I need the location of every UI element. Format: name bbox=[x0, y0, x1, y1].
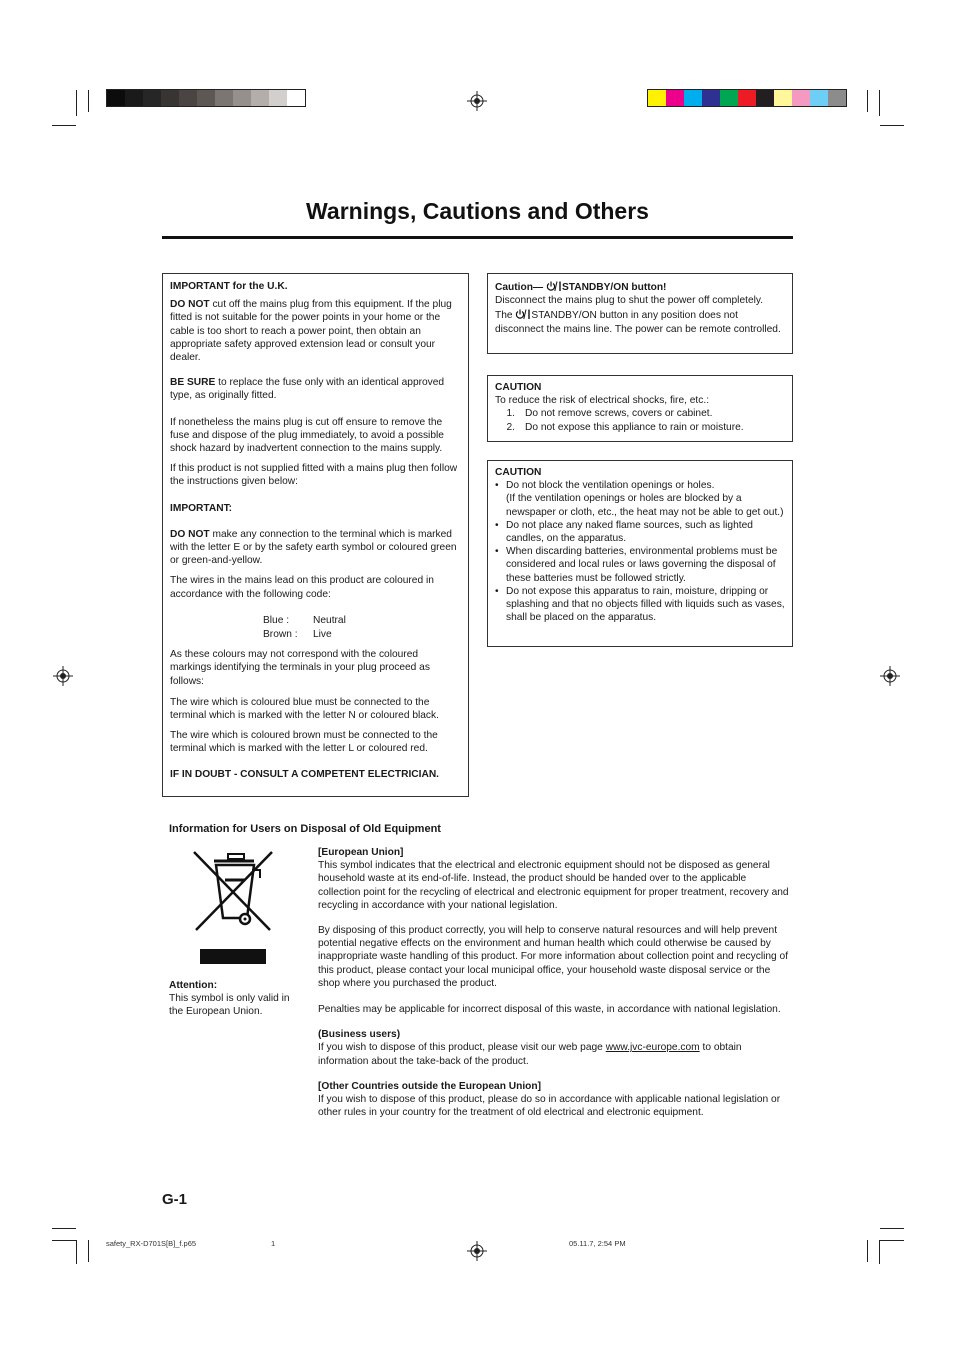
color-swatch bbox=[774, 90, 792, 106]
color-swatch bbox=[215, 90, 233, 106]
disposal-text bbox=[318, 846, 790, 1119]
caution-intro: To reduce the risk of electrical shocks, fire, etc.: bbox=[495, 395, 710, 407]
registration-mark-icon bbox=[880, 666, 900, 686]
list-item: • When discarding batteries, environmental problems must be considered and local rules or laws governing the disposal of these batteries must be followed strictly. bbox=[495, 546, 778, 584]
crossed-out-wheelie-bin-icon bbox=[190, 848, 276, 968]
disposal-heading: Information for Users on Disposal of Old Equipment bbox=[169, 823, 441, 835]
color-swatch bbox=[161, 90, 179, 106]
color-swatch bbox=[666, 90, 684, 106]
color-swatch bbox=[648, 90, 666, 106]
uk-paragraph-be-sure: BE SURE to replace the fuse only with an identical approved type, as originally fitted. bbox=[170, 377, 445, 402]
color-swatch bbox=[233, 90, 251, 106]
caution-box-shock bbox=[487, 375, 793, 442]
uk-paragraph-colour-mismatch: As these colours may not correspond with the coloured markings identifying the terminals in your plug proceed as follows: bbox=[170, 649, 430, 687]
caution-box-ventilation bbox=[487, 460, 793, 647]
page-title: Warnings, Cautions and Others bbox=[306, 198, 649, 224]
cmyk-color-bar bbox=[647, 89, 847, 107]
other-countries-paragraph: If you wish to dispose of this product, please do so in accordance with applicable national legislation or other rules in your country for the treatment of old electrical and electronic equipment. bbox=[318, 1094, 781, 1119]
jvc-europe-link[interactable]: www.jvc-europe.com bbox=[605, 1042, 700, 1054]
standby-power-icon bbox=[515, 309, 531, 320]
uk-paragraph-brown-wire: The wire which is coloured brown must be connected to the terminal which is marked with the letter L or coloured red. bbox=[170, 730, 438, 755]
wire-colour-table bbox=[263, 614, 461, 641]
eu-paragraph-symbol: This symbol indicates that the electrical and electronic equipment should not be disposed as general household waste at its end-of-life. Instead, the product should be handed over to the applicable collection point for the recycling of electrical and electronic equipment for proper treatment, recovery and recycling in accordance with your national legislation. bbox=[318, 860, 789, 911]
caution-heading: CAUTION bbox=[495, 467, 542, 478]
eu-paragraph-benefits: By disposing of this product correctly, you will help to conserve natural resources and will help prevent potential negative effects on the environment and human health which could otherwise be caused by inappropriate waste handling of this product. For more information about collection point and recycling of this product, please contact your local municipal office, your household waste disposal service or the shop where you purchased the product. bbox=[318, 925, 789, 989]
eu-heading: [European Union] bbox=[318, 847, 404, 858]
uk-paragraph-do-not-cut: DO NOT cut off the mains plug from this equipment. If the plug fitted is not suitable for the power points in your home or the cable is too short to reach a power point, then obtain an appropriate safety approved extension lead or consult your dealer. bbox=[170, 299, 452, 364]
color-swatch bbox=[269, 90, 287, 106]
registration-mark-icon bbox=[467, 91, 487, 111]
title-divider bbox=[162, 236, 793, 239]
color-swatch bbox=[720, 90, 738, 106]
attention-text: This symbol is only valid in the European Union. bbox=[169, 993, 290, 1018]
color-swatch bbox=[702, 90, 720, 106]
uk-paragraph-blue-wire: The wire which is coloured blue must be connected to the terminal which is marked with the letter N or coloured black. bbox=[170, 696, 439, 722]
page-number: G-1 bbox=[162, 1191, 188, 1208]
uk-paragraph-wire-colours: The wires in the mains lead on this product are coloured in accordance with the following code: bbox=[170, 575, 434, 600]
caution-heading: CAUTION bbox=[495, 382, 542, 393]
color-swatch bbox=[792, 90, 810, 106]
standby-line-disconnect: Disconnect the mains plug to shut the power off completely. bbox=[495, 295, 764, 307]
list-item: • Do not place any naked flame sources, such as lighted candles, on the apparatus. bbox=[495, 519, 753, 545]
footer-date: 05.11.7, 2:54 PM bbox=[569, 1239, 626, 1248]
color-swatch bbox=[738, 90, 756, 106]
color-swatch bbox=[179, 90, 197, 106]
list-item: 2. Do not expose this appliance to rain or moisture. bbox=[506, 421, 744, 433]
uk-paragraph-plug-cut: If nonetheless the mains plug is cut off ensure to remove the fuse and dispose of the plug immediately, to avoid a possible shock hazard by inadvertent connection to the mains supply. bbox=[170, 416, 444, 455]
wire-row-blue: Blue : Neutral bbox=[263, 614, 346, 626]
uk-important-box bbox=[162, 273, 469, 797]
color-swatch bbox=[143, 90, 161, 106]
color-swatch bbox=[684, 90, 702, 106]
wire-row-brown: Brown : Live bbox=[263, 629, 332, 641]
business-heading: (Business users) bbox=[318, 1029, 401, 1041]
color-swatch bbox=[251, 90, 269, 106]
color-swatch bbox=[197, 90, 215, 106]
standby-power-icon bbox=[546, 281, 562, 292]
footer-file-name: safety_RX-D701S[B]_f.p65 bbox=[106, 1239, 197, 1248]
color-swatch bbox=[756, 90, 774, 106]
color-swatch bbox=[107, 90, 125, 106]
grayscale-color-bar bbox=[106, 89, 306, 107]
standby-caution-box bbox=[487, 273, 793, 354]
registration-mark-icon bbox=[467, 1241, 487, 1261]
list-item: 1. Do not remove screws, covers or cabinet. bbox=[506, 408, 713, 420]
standby-heading: Caution— STANDBY/ON button! bbox=[495, 282, 667, 293]
uk-paragraph-not-supplied: If this product is not supplied fitted with a mains plug then follow the instructions given below: bbox=[170, 463, 458, 488]
caution-numbered-list bbox=[495, 407, 785, 433]
color-swatch bbox=[810, 90, 828, 106]
color-swatch bbox=[125, 90, 143, 106]
list-item: (If the ventilation openings or holes are blocked by a newspaper or cloth, etc., the heat may not be able to get out.) bbox=[506, 493, 784, 518]
other-countries-heading: [Other Countries outside the European Union] bbox=[318, 1080, 541, 1092]
uk-if-in-doubt: IF IN DOUBT - CONSULT A COMPETENT ELECTRICIAN. bbox=[170, 768, 440, 780]
list-item: • Do not expose this apparatus to rain, moisture, dripping or splashing and that no objects filled with liquids such as vases, shall be placed on the apparatus. bbox=[495, 585, 785, 624]
uk-important-label: IMPORTANT: bbox=[170, 502, 233, 514]
uk-heading: IMPORTANT for the U.K. bbox=[170, 281, 288, 292]
footer-page: 1 bbox=[271, 1239, 276, 1248]
caution-bullet-list bbox=[495, 479, 785, 624]
attention-label: Attention: bbox=[169, 980, 218, 991]
eu-paragraph-penalties: Penalties may be applicable for incorrect disposal of this waste, in accordance with national legislation. bbox=[318, 1004, 781, 1016]
list-item: • Do not block the ventilation openings or holes. bbox=[495, 480, 715, 492]
color-swatch bbox=[828, 90, 846, 106]
color-swatch bbox=[287, 90, 305, 106]
uk-paragraph-no-earth-connection: DO NOT make any connection to the terminal which is marked with the letter E or by the safety earth symbol or coloured green or green-and-yellow. bbox=[170, 528, 457, 567]
attention-note bbox=[169, 979, 304, 1019]
standby-line-remote: The STANDBY/ON button in any position does not disconnect the mains line. The power can be remote controlled. bbox=[495, 310, 781, 335]
registration-mark-icon bbox=[53, 666, 73, 686]
business-paragraph: If you wish to dispose of this product, please visit our web page www.jvc-europe.com to obtain information about the take-back of the product. bbox=[318, 1042, 742, 1067]
